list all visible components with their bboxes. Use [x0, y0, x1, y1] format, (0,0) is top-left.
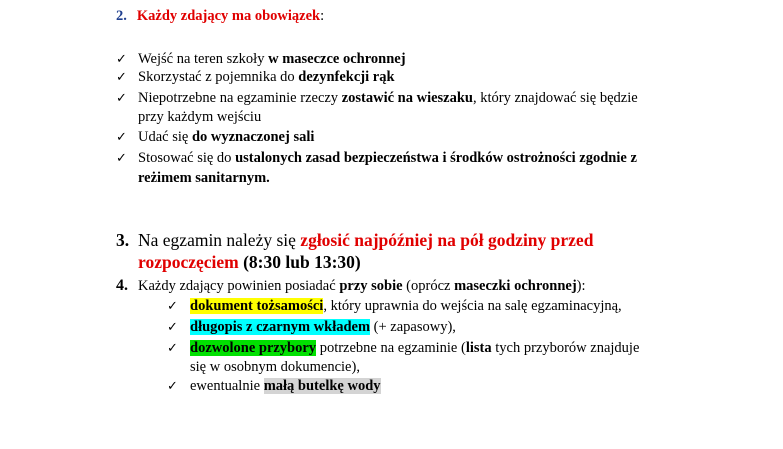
section-4-item-2: długopis z czarnym wkładem (+ zapasowy),: [190, 319, 456, 335]
check-icon: ✓: [167, 298, 178, 313]
section-2-colon: :: [320, 8, 325, 24]
check-icon: ✓: [116, 69, 127, 84]
section-3-number: 3.: [116, 230, 130, 250]
check-icon: ✓: [116, 129, 127, 144]
section-2-item-4: Udać się do wyznaczonej sali: [138, 129, 315, 145]
section-2-number: 2.: [116, 8, 127, 24]
section-3: 3. Na egzamin należy się zgłosić najpóźniej na pół godziny przed rozpoczęciem (8:30 lub 13:30): [116, 230, 594, 272]
section-2-item-5: Stosować się do ustalonych zasad bezpieczeństwa i środków ostrożności zgodnie z reżimem sanitarnym.: [138, 150, 637, 186]
section-4-item-4: ewentualnie małą butelkę wody: [190, 378, 381, 394]
check-icon: ✓: [116, 150, 127, 165]
section-4-number: 4.: [116, 277, 128, 294]
check-icon: ✓: [116, 51, 127, 66]
section-2-item-3: Niepotrzebne na egzaminie rzeczy zostawić na wieszaku, który znajdować się będzie przy każdym wejściu: [138, 90, 638, 125]
section-2-item-1: Wejść na teren szkoły w maseczce ochronnej: [138, 51, 406, 67]
section-4-item-3: dozwolone przybory potrzebne na egzaminie (lista tych przyborów znajduje się w osobnym dokumencie),: [190, 340, 640, 375]
section-4-item-1: dokument tożsamości, który uprawnia do wejścia na salę egzaminacyjną,: [190, 298, 622, 314]
section-4-intro: 4. Każdy zdający powinien posiadać przy sobie (oprócz maseczki ochronnej):: [116, 277, 586, 294]
check-icon: ✓: [167, 319, 178, 334]
check-icon: ✓: [116, 90, 127, 105]
section-2-item-2: Skorzystać z pojemnika do dezynfekcji rąk: [138, 69, 395, 85]
check-icon: ✓: [167, 340, 178, 355]
section-2-title: Każdy zdający ma obowiązek: [136, 8, 321, 24]
section-2-heading: [116, 8, 324, 25]
check-icon: ✓: [167, 378, 178, 393]
